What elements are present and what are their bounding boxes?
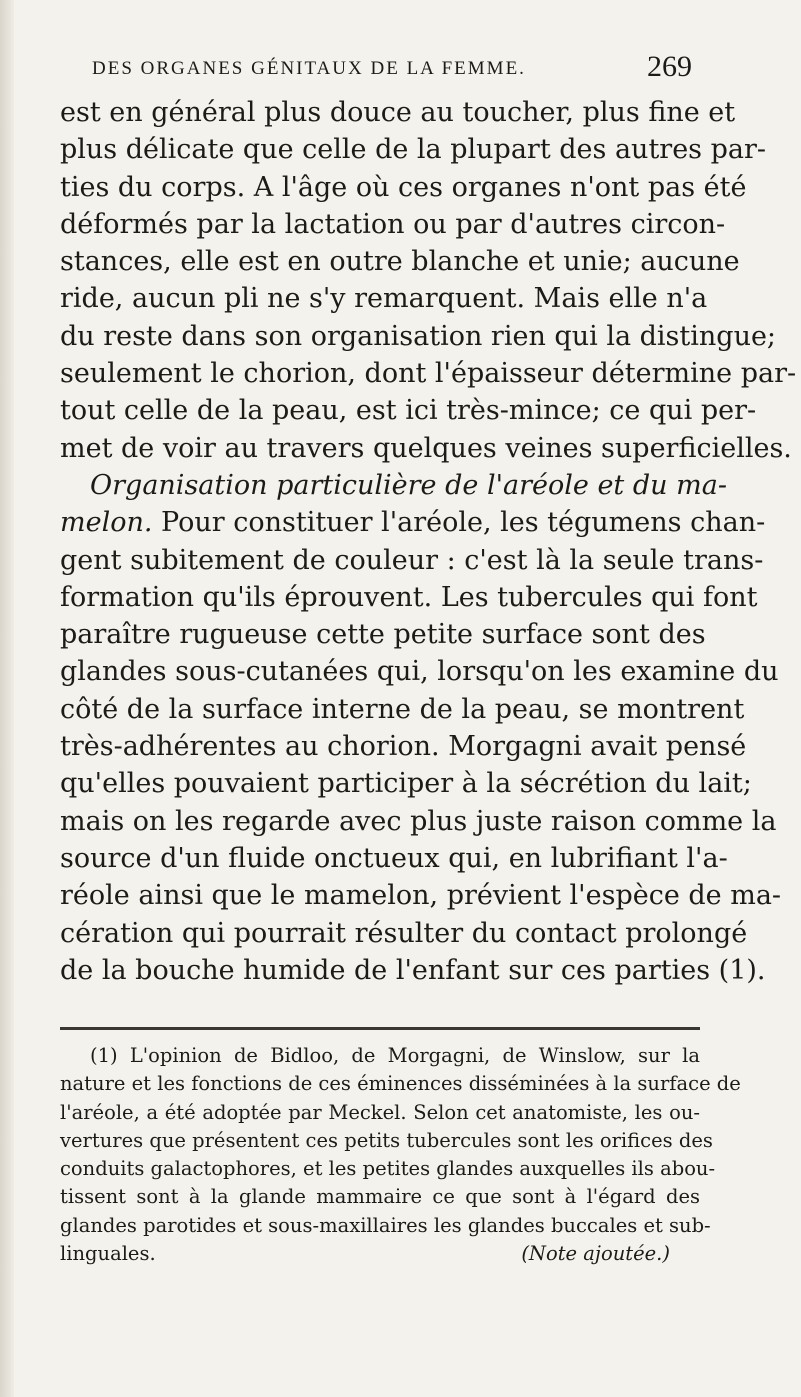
- footnote: [60, 1042, 741, 1268]
- text-line: ties du corps. A l'âge où ces organes n'ont pas été: [60, 171, 747, 203]
- text-line: seulement le chorion, dont l'épaisseur détermine par-: [60, 358, 797, 390]
- section-heading-end: melon.: [60, 507, 153, 539]
- text-line: cération qui pourrait résulter du contact prolongé: [60, 917, 748, 949]
- text-line: mais on les regarde avec plus juste raison comme la: [60, 805, 777, 837]
- text-line: source d'un fluide onctueux qui, en lubrifiant l'a-: [60, 842, 728, 874]
- page-number: 269: [647, 50, 692, 83]
- footnote-last-line: [60, 1240, 700, 1268]
- text-line: est en général plus douce au toucher, plus fine et: [60, 97, 736, 128]
- footnote-note-label: (Note ajoutée.): [521, 1242, 670, 1266]
- footnote-line: conduits galactophores, et les petites glandes auxquelles ils abou-: [60, 1157, 716, 1181]
- footnote-separator: [60, 1027, 700, 1030]
- text-line: stances, elle est en outre blanche et unie; aucune: [60, 246, 740, 278]
- text-line: paraître rugueuse cette petite surface sont des: [60, 619, 706, 651]
- running-header: [92, 50, 692, 90]
- footnote-line: l'aréole, a été adoptée par Meckel. Selon cet anatomiste, les ou-: [60, 1100, 700, 1124]
- footnote-line: nature et les fonctions de ces éminences disséminées à la surface de: [60, 1072, 741, 1096]
- text-line: [60, 504, 766, 541]
- text-line: glandes sous-cutanées qui, lorsqu'on les examine du: [60, 656, 779, 688]
- text-line: réole ainsi que le mamelon, prévient l'espèce de ma-: [60, 880, 782, 912]
- footnote-line: tissent sont à la glande mammaire ce que sont à l'égard des: [60, 1185, 700, 1209]
- text-line: formation qu'ils éprouvent. Les tubercules qui font: [60, 581, 758, 613]
- running-title: DES ORGANES GÉNITAUX DE LA FEMME.: [92, 58, 526, 79]
- footnote-line: vertures que présentent ces petits tubercules sont les orifices des: [60, 1128, 713, 1152]
- text-line: de la bouche humide de l'enfant sur ces parties (1).: [60, 954, 766, 986]
- text-line: gent subitement de couleur : c'est là la seule trans-: [60, 544, 764, 576]
- text-line: côté de la surface interne de la peau, se montrent: [60, 693, 745, 725]
- text-line: ride, aucun pli ne s'y remarquent. Mais elle n'a: [60, 283, 708, 315]
- text-line: déformés par la lactation ou par d'autres circon-: [60, 208, 726, 240]
- text-line-rest: Pour constituer l'aréole, les tégumens chan-: [152, 507, 766, 539]
- footnote-line: glandes parotides et sous-maxillaires les glandes buccales et sub-: [60, 1213, 711, 1237]
- text-line: plus délicate que celle de la plupart des autres par-: [60, 134, 767, 166]
- main-text: [60, 94, 797, 989]
- footnote-line-end: linguales.: [60, 1242, 156, 1266]
- footnote-line: (1) L'opinion de Bidloo, de Morgagni, de Winslow, sur la: [90, 1044, 700, 1067]
- text-line: qu'elles pouvaient participer à la sécrétion du lait;: [60, 768, 752, 800]
- text-line: très-adhérentes au chorion. Morgagni avait pensé: [60, 731, 747, 763]
- text-line: du reste dans son organisation rien qui la distingue;: [60, 320, 777, 352]
- text-line: met de voir au travers quelques veines superficielles.: [60, 432, 792, 464]
- section-heading: Organisation particulière de l'aréole et du ma-: [90, 469, 727, 501]
- text-line: tout celle de la peau, est ici très-mince; ce qui per-: [60, 395, 757, 427]
